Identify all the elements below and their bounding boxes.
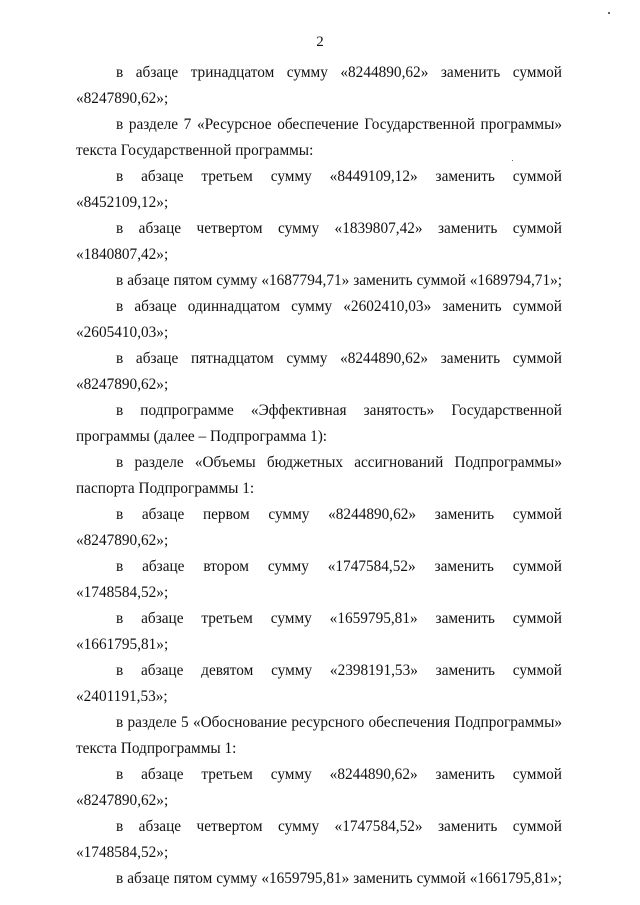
paragraph: в абзаце первом сумму «8244890,62» заменить суммой «8247890,62»;: [76, 506, 562, 549]
paragraph: в абзаце втором сумму «1747584,52» заменить суммой «1748584,52»;: [76, 558, 562, 601]
paragraph: в абзаце девятом сумму «2398191,53» заменить суммой «2401191,53»;: [76, 662, 562, 705]
paragraph: в абзаце одиннадцатом сумму «2602410,03» заменить суммой «2605410,03»;: [76, 298, 562, 341]
scan-speck: [608, 12, 610, 14]
scan-speck: [512, 160, 513, 161]
paragraph: в абзаце пятом сумму «1659795,81» заменить суммой «1661795,81»;: [116, 870, 562, 887]
paragraph: в абзаце четвертом сумму «1747584,52» заменить суммой «1748584,52»;: [76, 818, 562, 861]
paragraph: в разделе 7 «Ресурсное обеспечение Государственной программы» текста Государственной программы:: [76, 116, 562, 159]
paragraph: в абзаце третьем сумму «1659795,81» заменить суммой «1661795,81»;: [76, 610, 562, 653]
paragraph: в абзаце третьем сумму «8244890,62» заменить суммой «8247890,62»;: [76, 766, 562, 809]
paragraph: в разделе «Объемы бюджетных ассигнований Подпрограммы» паспорта Подпрограммы 1:: [76, 454, 562, 497]
paragraph: в абзаце пятом сумму «1687794,71» заменить суммой «1689794,71»;: [116, 272, 562, 289]
document-body: [76, 60, 562, 892]
paragraph: в абзаце тринадцатом сумму «8244890,62» заменить суммой «8247890,62»;: [76, 64, 562, 107]
paragraph: в абзаце четвертом сумму «1839807,42» заменить суммой «1840807,42»;: [76, 220, 562, 263]
paragraph: в абзаце третьем сумму «8449109,12» заменить суммой «8452109,12»;: [76, 168, 562, 211]
paragraph: в разделе 5 «Обоснование ресурсного обеспечения Подпрограммы» текста Подпрограммы 1:: [76, 714, 562, 757]
paragraph: в абзаце пятнадцатом сумму «8244890,62» заменить суммой «8247890,62»;: [76, 350, 562, 393]
paragraph: в подпрограмме «Эффективная занятость» Государственной программы (далее – Подпрограмма 1):: [76, 402, 562, 445]
page-number: 2: [316, 34, 324, 50]
